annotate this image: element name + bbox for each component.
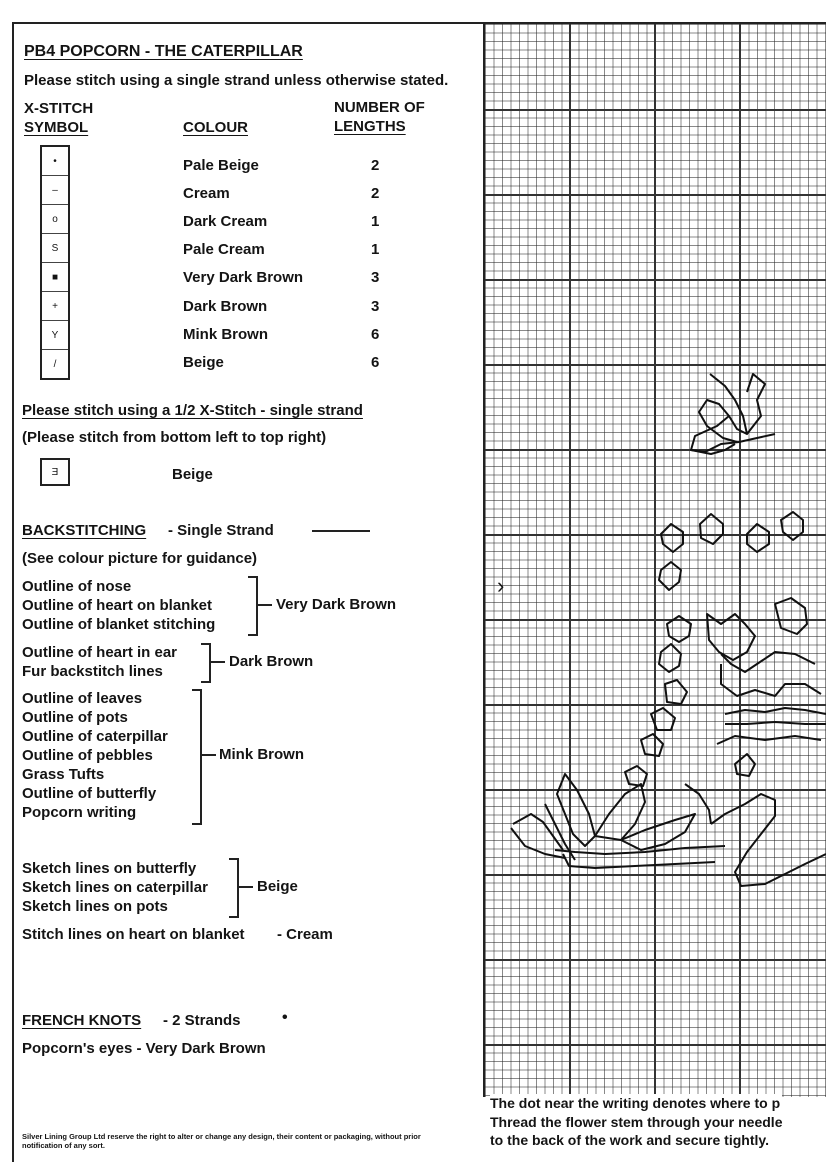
chart-footer-line: to the back of the work and secure tightly.	[490, 1132, 770, 1148]
symbol-cell: •	[42, 147, 68, 176]
chart-pattern-drawing	[485, 24, 826, 1097]
backstitch-item: Sketch lines on butterfly	[22, 860, 197, 877]
symbol-cell: o	[42, 205, 68, 234]
colour-name: Dark Cream	[183, 213, 268, 230]
chart-footer-note	[490, 1094, 782, 1150]
bracket-tick	[202, 754, 216, 756]
half-stitch-note: (Please stitch from bottom left to top right)	[22, 429, 327, 446]
colour-name: Very Dark Brown	[183, 269, 304, 286]
backstitch-item: Outline of pebbles	[22, 747, 153, 764]
half-stitch-symbol: Ǝ	[40, 458, 70, 486]
half-stitch-colour: Beige	[172, 466, 213, 483]
length-count: 3	[371, 269, 380, 286]
backstitch-item: Outline of caterpillar	[22, 728, 168, 745]
backstitch-item: Sketch lines on caterpillar	[22, 879, 208, 896]
backstitching-heading: BACKSTITCHING	[22, 522, 147, 539]
backstitch-item: Outline of leaves	[22, 690, 143, 707]
length-count: 6	[371, 326, 380, 343]
backstitch-item: Outline of pots	[22, 709, 128, 726]
length-count: 2	[371, 185, 380, 202]
group-bracket	[229, 858, 239, 918]
french-knots-line: Popcorn's eyes - Very Dark Brown	[22, 1040, 266, 1057]
group-bracket	[192, 689, 202, 825]
backstitch-group-colour: Beige	[257, 878, 298, 895]
symbol-cell: +	[42, 292, 68, 321]
lengths-header-line2: LENGTHS	[334, 118, 406, 135]
legal-line-1: Silver Lining Group Ltd reserve the right to alter or change any design, their content or packaging, without prior	[22, 1132, 421, 1141]
backstitch-item: Grass Tufts	[22, 766, 105, 783]
chart-footer-line: The dot near the writing denotes where to p	[490, 1095, 781, 1111]
backstitch-item: Outline of nose	[22, 578, 132, 595]
backstitch-single-colour: - Cream	[277, 926, 333, 943]
length-count: 2	[371, 157, 380, 174]
backstitch-group-colour: Very Dark Brown	[276, 596, 397, 613]
symbol-cell: ■	[42, 263, 68, 292]
bracket-tick	[258, 604, 272, 606]
bracket-tick	[211, 661, 225, 663]
backstitch-group-colour: Mink Brown	[219, 746, 304, 763]
length-count: 1	[371, 213, 380, 230]
backstitch-item: Sketch lines on pots	[22, 898, 168, 915]
general-instruction: Please stitch using a single strand unless otherwise stated.	[24, 72, 449, 89]
french-knot-bullet: •	[282, 1009, 288, 1026]
backstitching-note: (See colour picture for guidance)	[22, 550, 258, 567]
colour-name: Mink Brown	[183, 326, 268, 343]
backstitch-single-item: Stitch lines on heart on blanket	[22, 926, 245, 943]
backstitch-line-sample	[312, 530, 370, 532]
colour-name: Pale Cream	[183, 241, 265, 258]
colour-header: COLOUR	[183, 119, 248, 136]
half-stitch-heading: Please stitch using a 1/2 X-Stitch - single strand	[22, 402, 363, 419]
colour-name: Dark Brown	[183, 298, 268, 315]
group-bracket	[248, 576, 258, 636]
backstitch-group-colour: Dark Brown	[229, 653, 314, 670]
backstitch-item: Outline of blanket stitching	[22, 616, 216, 633]
backstitch-item: Outline of heart on blanket	[22, 597, 213, 614]
symbol-key-column	[40, 145, 70, 380]
backstitch-item: Outline of heart in ear	[22, 644, 178, 661]
symbol-cell: Y	[42, 321, 68, 350]
backstitch-item: Fur backstitch lines	[22, 663, 163, 680]
group-bracket	[201, 643, 211, 683]
french-knots-strands: - 2 Strands	[163, 1012, 241, 1029]
length-count: 3	[371, 298, 380, 315]
symbol-cell: –	[42, 176, 68, 205]
length-count: 1	[371, 241, 380, 258]
symbol-cell: /	[53, 358, 57, 370]
length-count: 6	[371, 354, 380, 371]
colour-name: Cream	[183, 185, 230, 202]
legal-line-2: notification of any sort.	[22, 1141, 105, 1150]
symbol-header-line1: X-STITCH	[24, 100, 94, 117]
backstitching-strand: - Single Strand	[168, 522, 274, 539]
bracket-tick	[239, 886, 253, 888]
symbol-cell: S	[42, 234, 68, 263]
page-title: PB4 POPCORN - THE CATERPILLAR	[24, 43, 303, 60]
chart-footer-line: Thread the flower stem through your needle	[490, 1113, 783, 1130]
backstitch-item: Outline of butterfly	[22, 785, 157, 802]
chart-center-marker: ›	[497, 573, 505, 598]
french-knots-heading: FRENCH KNOTS	[22, 1012, 142, 1029]
backstitch-item: Popcorn writing	[22, 804, 137, 821]
lengths-header-line1: NUMBER OF	[334, 99, 425, 116]
colour-name: Pale Beige	[183, 157, 259, 174]
colour-name: Beige	[183, 354, 224, 371]
symbol-header-line2: SYMBOL	[24, 119, 89, 136]
